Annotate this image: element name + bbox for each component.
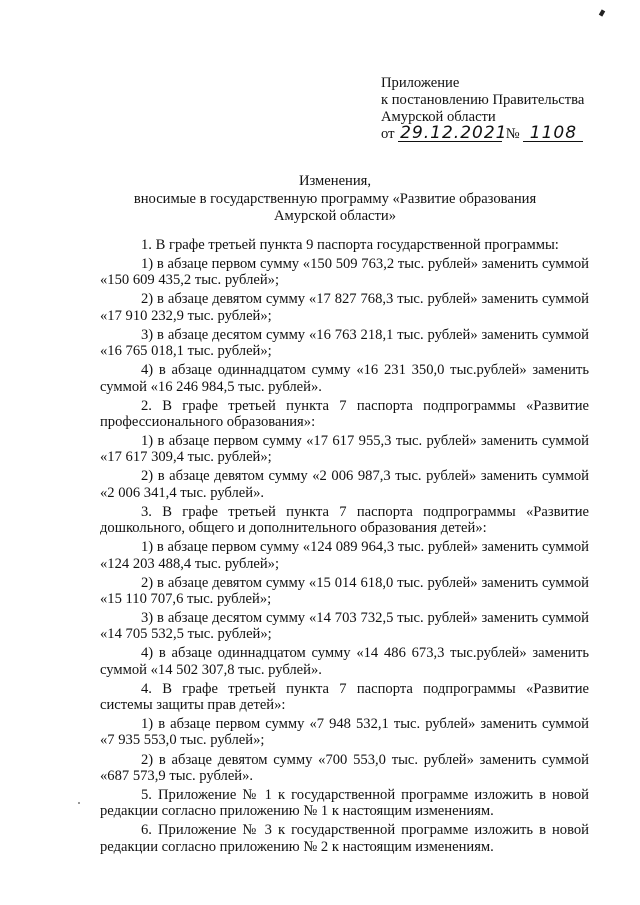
paragraph: 2) в абзаце девятом сумму «2 006 987,3 тыс. рублей» заменить суммой «2 006 341,4 тыс. рублей». (100, 468, 589, 501)
handwritten-number: 1108 (523, 126, 583, 142)
paragraph: 1) в абзаце первом сумму «124 089 964,3 тыс. рублей» заменить суммой «124 203 488,4 тыс. рублей»; (100, 539, 589, 572)
title-line-3: Амурской области» (273, 208, 397, 224)
paragraph: 3. В графе третьей пункта 7 паспорта подпрограммы «Развитие дошкольного, общего и дополнительного образования детей»: (100, 503, 589, 537)
paragraph: 1) в абзаце первом сумму «7 948 532,1 тыс. рублей» заменить суммой «7 935 553,0 тыс. рублей»; (100, 716, 589, 749)
appendix-line-2: к постановлению Правительства (381, 92, 585, 108)
handwritten-date: 29.12.2021 (400, 123, 508, 143)
paragraph: 2) в абзаце девятом сумму «700 553,0 тыс. рублей» заменить суммой «687 573,9 тыс. рублей». (100, 751, 589, 784)
paragraph: 6. Приложение № 3 к государственной программе изложить в новой редакции согласно приложению № 2 к настоящим изменениям. (100, 822, 589, 855)
paragraph: 1. В графе третьей пункта 9 паспорта государственной программы: (141, 237, 559, 253)
number-label: № (505, 126, 520, 142)
document-body (100, 237, 589, 858)
paragraph: 2) в абзаце девятом сумму «15 014 618,0 тыс. рублей» заменить суммой «15 110 707,6 тыс. рублей»; (100, 574, 589, 607)
paragraph: 2) в абзаце девятом сумму «17 827 768,3 тыс. рублей» заменить суммой «17 910 232,9 тыс. рублей»; (100, 291, 589, 324)
paragraph: 4) в абзаце одиннадцатом сумму «14 486 673,3 тыс.рублей» заменить суммой «14 502 307,8 тыс. рублей». (100, 645, 589, 678)
paragraph: 4. В графе третьей пункта 7 паспорта подпрограммы «Развитие системы защиты прав детей»: (100, 680, 589, 714)
appendix-line-1: Приложение (381, 75, 460, 91)
paragraph: 1) в абзаце первом сумму «150 509 763,2 тыс. рублей» заменить суммой «150 609 435,2 тыс. рублей»; (100, 256, 589, 289)
appendix-line-3: Амурской области (381, 109, 496, 125)
title-line-2: вносимые в государственную программу «Развитие образования (133, 190, 537, 207)
paragraph: 3) в абзаце десятом сумму «14 703 732,5 тыс. рублей» заменить суммой «14 705 532,5 тыс. рублей»; (100, 610, 589, 643)
from-label: от (381, 126, 395, 142)
paragraph: 1) в абзаце первом сумму «17 617 955,3 тыс. рублей» заменить суммой «17 617 309,4 тыс. рублей»; (100, 433, 589, 466)
appendix-header (381, 75, 584, 143)
document-title (100, 173, 570, 226)
paragraph: 5. Приложение № 1 к государственной программе изложить в новой редакции согласно приложению № 1 к настоящим изменениям. (100, 786, 589, 820)
paragraph: 4) в абзаце одиннадцатом сумму «16 231 350,0 тыс.рублей» заменить суммой «16 246 984,5 тыс. рублей». (100, 362, 589, 395)
scan-speck (78, 802, 80, 804)
scan-mark (599, 9, 605, 16)
appendix-date-line (381, 123, 584, 143)
title-line-1: Изменения, (298, 173, 372, 189)
paragraph: 3) в абзаце десятом сумму «16 763 218,1 тыс. рублей» заменить суммой «16 765 018,1 тыс. рублей»; (100, 326, 589, 360)
paragraph: 2. В графе третьей пункта 7 паспорта подпрограммы «Развитие профессионального образования»: (100, 397, 589, 430)
